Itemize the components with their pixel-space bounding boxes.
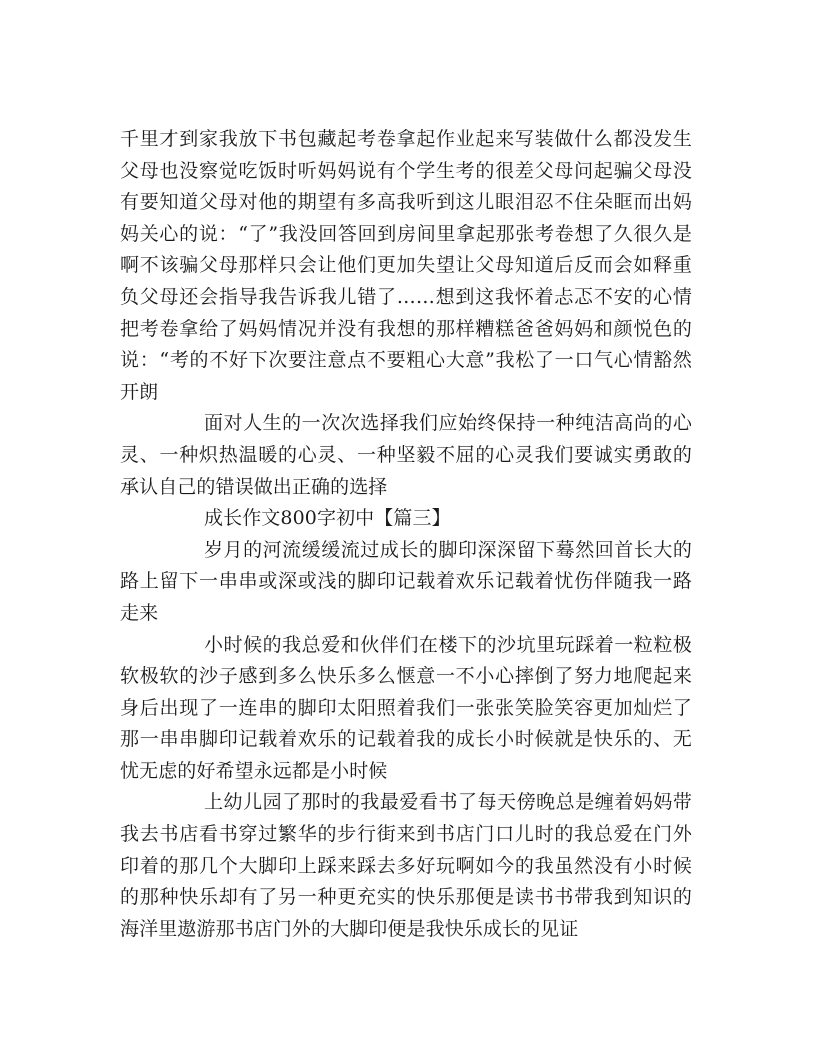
body-text bbox=[120, 124, 692, 945]
section-heading: 成长作文800字初中【篇三】 bbox=[204, 507, 451, 530]
paragraph-choice: 面对人生的一次次选择我们应始终保持一种纯洁高尚的心灵、一种炽热温暖的心灵、一种坚毅不屈的心灵我们要诚实勇敢的承认自己的错误做出正确的选择 bbox=[120, 412, 692, 498]
paragraph-intro: 岁月的河流缓缓流过成长的脚印深深留下蓦然回首长大的路上留下一串串或深或浅的脚印记载着欢乐记载着忧伤伴随我一路走来 bbox=[120, 538, 692, 624]
paragraph-continuation: 千里才到家我放下书包藏起考卷拿起作业起来写装做什么都没发生父母也没察觉吃饭时听妈妈说有个学生考的很差父母问起骗父母没有要知道父母对他的期望有多高我听到这儿眼泪忍不住朵眶而出妈妈关心的说：“了”我没回答回到房间里拿起那张考卷想了久很久是啊不该骗父母那样只会让他们更加失望让父母知道后反而会如释重负父母还会指导我告诉我儿错了……想到这我怀着忐忑不安的心情把考卷拿给了妈妈情况并没有我想的那样糟糕爸爸妈妈和颜悦色的说：“考的不好下次要注意点不要粗心大意”我松了一口气心情豁然开朗 bbox=[120, 128, 692, 403]
paragraph-kindergarten: 上幼儿园了那时的我最爱看书了每天傍晚总是缠着妈妈带我去书店看书穿过繁华的步行街来到书店门口儿时的我总爱在门外印着的那几个大脚印上踩来踩去多好玩啊如今的我虽然没有小时候的那种快乐却有了另一种更充实的快乐那便是读书书带我到知识的海洋里遨游那书店门外的大脚印便是我快乐成长的见证 bbox=[120, 791, 692, 940]
paragraph-childhood: 小时候的我总爱和伙伴们在楼下的沙坑里玩踩着一粒粒极软极软的沙子感到多么快乐多么惬意一不小心摔倒了努力地爬起来身后出现了一连串的脚印太阳照着我们一张张笑脸笑容更加灿烂了那一串串脚印记载着欢乐的记载着我的成长小时候就是快乐的、无忧无虑的好希望永远都是小时候 bbox=[120, 633, 692, 782]
